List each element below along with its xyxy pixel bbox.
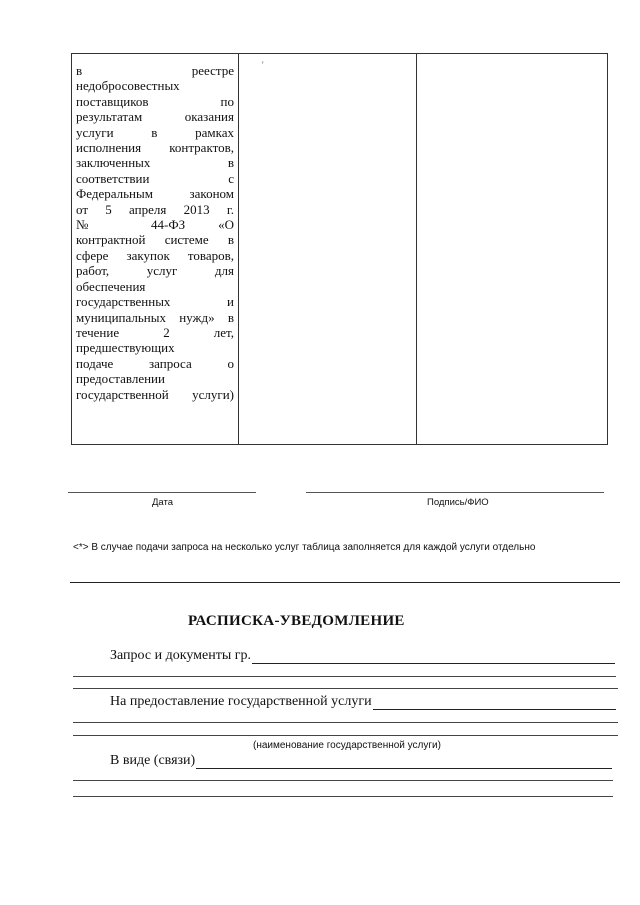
- description-line: муниципальных нужд» в: [76, 309, 234, 325]
- date-label: Дата: [152, 497, 174, 508]
- footnote: <*> В случае подачи запроса на несколько услуг таблица заполняется для каждой услуги отдельно: [73, 542, 536, 553]
- description-line: обеспечения: [76, 278, 146, 294]
- signature-line: [306, 492, 604, 493]
- date-line: [68, 492, 256, 493]
- description-line: № 44-ФЗ «О: [76, 217, 234, 233]
- description-line: Федеральным законом: [76, 186, 234, 202]
- request-fill-line[interactable]: [252, 649, 615, 664]
- form-continuation-line-2[interactable]: [73, 796, 613, 797]
- description-line: государственной услуги): [76, 386, 234, 402]
- receipt-title: РАСПИСКА-УВЕДОМЛЕНИЕ: [188, 613, 405, 629]
- description-line: от 5 апреля 2013 г.: [76, 201, 234, 217]
- service-fill-line[interactable]: [373, 695, 616, 710]
- table-cell-empty-2: [417, 54, 608, 445]
- description-line: в реестре: [76, 63, 234, 78]
- signature-label: Подпись/ФИО: [427, 497, 489, 508]
- requirements-table: [71, 53, 608, 445]
- description-line: работ, услуг для: [76, 263, 234, 279]
- form-label: В виде (связи): [110, 753, 196, 768]
- description-line: предоставлении: [76, 371, 165, 387]
- form-field-row: [110, 753, 612, 769]
- request-label: Запрос и документы гр.: [110, 648, 251, 663]
- request-field-row: [110, 648, 615, 664]
- service-field-row: [110, 694, 616, 710]
- description-line: сфере закупок товаров,: [76, 247, 234, 263]
- description-line: государственных и: [76, 294, 234, 310]
- request-continuation-line[interactable]: [73, 676, 616, 677]
- table-cell-empty-1: [239, 54, 417, 445]
- description-line: контрактной системе в: [76, 232, 234, 248]
- description-line: подаче запроса о: [76, 355, 234, 371]
- description-text: [72, 54, 238, 402]
- description-line: услуги в рамках: [76, 124, 234, 140]
- stray-mark: ': [262, 60, 264, 70]
- service-label: На предоставление государственной услуги: [110, 694, 372, 709]
- request-continuation-line-2[interactable]: [73, 688, 618, 689]
- section-divider: [70, 582, 620, 583]
- service-continuation-line-2[interactable]: [73, 735, 618, 736]
- description-line: течение 2 лет,: [76, 324, 234, 340]
- description-line: результатам оказания: [76, 109, 234, 125]
- description-line: соответствии с: [76, 170, 234, 186]
- description-line: недобросовестных: [76, 78, 180, 94]
- service-continuation-line[interactable]: [73, 722, 618, 723]
- description-line: поставщиков по: [76, 93, 234, 109]
- table-cell-description: [72, 54, 239, 445]
- service-caption: (наименование государственной услуги): [253, 740, 441, 751]
- form-fill-line[interactable]: [196, 754, 612, 769]
- description-line: исполнения контрактов,: [76, 140, 234, 156]
- description-line: предшествующих: [76, 340, 175, 356]
- form-continuation-line[interactable]: [73, 780, 613, 781]
- description-line: заключенных в: [76, 155, 234, 171]
